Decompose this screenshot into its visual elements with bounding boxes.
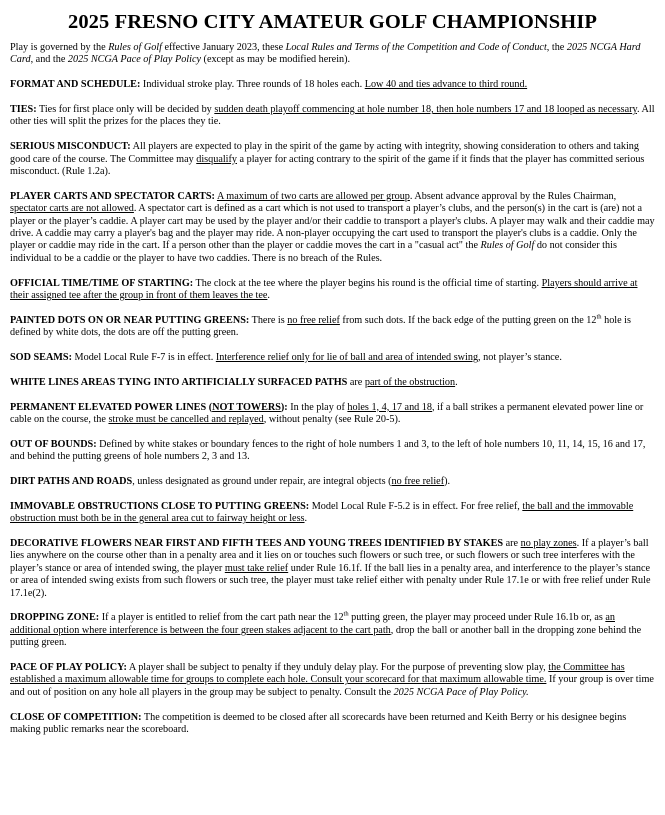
power-lines-section <box>10 402 655 427</box>
section-underline: Players should arrive at their assigned tee after the group in front of them leaves the tee <box>10 277 638 302</box>
section-heading: CLOSE OF COMPETITION: <box>10 711 142 723</box>
heading-part: ): <box>280 401 288 413</box>
format-section <box>10 79 655 91</box>
section-text: . A spectator cart is defined as a cart which is not used to transport a player’s clubs, and the person(s) in the cart is (are) not a player or the player’s caddie. A player cart may be used by the player and/or their caddie to transport a player's clubs. A player may walk and their caddie may drive. A caddie may carry a player's bag and the player may ride. A non-player occupying the cart used to transport the player's clubs is a caddie. Only the player or caddie may ride in the cart. If a person other than the player or caddie moves the cart in a "casual act" the <box>10 203 655 252</box>
section-text: hole is defined by white dots, the dots are off the putting green. <box>10 314 631 339</box>
section-heading: PLAYER CARTS AND SPECTATOR CARTS: <box>10 190 215 202</box>
section-text: . <box>267 290 270 302</box>
carts-section <box>10 191 655 265</box>
dropping-zone-section <box>10 612 655 649</box>
section-text: Individual stroke play. Three rounds of 18 holes each. <box>140 79 365 91</box>
ordinal-suffix: th <box>343 611 349 619</box>
section-heading: PACE OF PLAY POLICY: <box>10 662 127 674</box>
section-text: . <box>455 376 458 388</box>
intro-text: Play is governed by the <box>10 42 109 53</box>
section-underline: sudden death playoff commencing at hole number 18, then hole numbers 17 and 18 looped as necessary <box>214 104 637 115</box>
section-underline: spectator carts are not allowed <box>10 203 134 215</box>
decorative-flowers-section <box>10 538 655 600</box>
section-text: If a player is entitled to relief from the cart path near the 12 <box>99 612 344 624</box>
section-text: a player for acting contrary to the spirit of the game if it finds that the player has committed serious misconduct. (Rule 1.2a). <box>10 153 645 178</box>
section-underline: an additional option where interference is between the four green stakes adjacent to the cart path <box>10 612 615 636</box>
immovable-obstructions-section <box>10 501 655 526</box>
ties-section <box>10 104 655 129</box>
section-text: , if a ball strikes a permanent elevated power line or cable on the course, the <box>10 401 644 426</box>
heading-part: PERMANENT ELEVATED POWER LINES ( <box>10 401 213 413</box>
pace-of-play-section <box>10 662 655 699</box>
section-underline: the ball and the immovable obstruction must both be in the general area cut to fairway height or less <box>10 500 634 525</box>
section-underline: disqualify <box>196 153 237 165</box>
section-text: , not player’s stance. <box>478 352 562 364</box>
section-underline: Interference relief only for lie of ball and area of intended swing <box>215 352 479 364</box>
section-underline: part of the obstruction <box>364 376 456 388</box>
sod-seams-section <box>10 352 655 364</box>
section-heading: TIES: <box>10 104 37 115</box>
intro-italic: 2025 NCGA Hard Card <box>10 42 641 66</box>
intro-text: , the <box>546 42 567 53</box>
section-text: . Absent advance approval by the Rules Chairman, <box>409 190 617 202</box>
dirt-paths-section <box>10 476 655 488</box>
misconduct-section <box>10 141 655 178</box>
section-text: , drop the ball or another ball in the dropping zone behind the putting green. <box>10 624 642 649</box>
intro-italic: 2025 NCGA Pace of Play Policy <box>67 54 201 66</box>
intro-italic: Local Rules and Terms of the Competition and Code of Conduct <box>285 42 547 53</box>
section-text: from such dots. If the back edge of the putting green on the 12 <box>339 314 597 326</box>
section-heading: FORMAT AND SCHEDULE: <box>10 79 141 91</box>
section-underline: stroke must be cancelled and replayed <box>108 414 264 426</box>
section-italic: 2025 NCGA Pace of Play Policy. <box>393 686 529 698</box>
section-text: If your group is over time and out of position on any hole all players in the group may be subject to penalty. Consult the <box>10 674 654 698</box>
section-heading: SOD SEAMS: <box>10 352 72 364</box>
section-text: under Rule 16.1f. If the ball lies in a penalty area, and interference to the player’s stance or area of intended swing exists from such flowers or such tree, the player must take relief either with penalty under Rule 17.1e or with free relief under Rule 17.1e(2). <box>10 562 651 599</box>
intro-italic: Rules of Golf <box>108 42 162 53</box>
document-title: 2025 FRESNO CITY AMATEUR GOLF CHAMPIONSHIP <box>67 11 598 33</box>
section-heading: PAINTED DOTS ON OR NEAR PUTTING GREENS: <box>10 314 250 326</box>
section-text: are <box>347 376 365 388</box>
ordinal-suffix: th <box>596 313 602 321</box>
section-text: The clock at the tee where the player begins his round is the official time of starting. <box>193 277 542 289</box>
section-underline: the Committee has established a maximum allowable time for groups to complete each hole. Consult your scorecard for that maximum allowable time. <box>10 662 625 686</box>
intro-text: , and the <box>30 54 68 66</box>
section-heading: IMMOVABLE OBSTRUCTIONS CLOSE TO PUTTING GREENS: <box>10 500 310 512</box>
painted-dots-section <box>10 315 655 340</box>
section-text: The competition is deemed to be closed after all scorecards have been returned and Keith Berry or his designee begins making public remarks near the scoreboard. <box>10 711 627 736</box>
section-text: . <box>304 513 308 525</box>
intro-paragraph <box>10 42 655 67</box>
intro-text: (except as may be modified herein). <box>201 54 351 66</box>
section-text: In the play of <box>287 401 348 413</box>
section-text: are <box>503 538 521 550</box>
section-underline: no play zones <box>520 538 577 550</box>
section-underline: no free relief <box>391 476 445 488</box>
section-heading: DECORATIVE FLOWERS NEAR FIRST AND FIFTH TEES AND YOUNG TREES IDENTIFIED BY STAKES <box>10 538 504 550</box>
section-text: putting green, the player may proceed under Rule 16.1b or, as <box>348 612 606 624</box>
section-underline: must take relief <box>224 562 289 574</box>
section-text: . All other ties will split the prizes for the places they tie. <box>10 104 655 128</box>
section-text: All players are expected to play in the spirit of the game by acting with integrity, showing consideration to others and taking good care of the course. The Committee may <box>10 141 639 165</box>
section-heading: OFFICIAL TIME/TIME OF STARTING: <box>10 277 194 289</box>
close-of-competition-section <box>10 712 655 737</box>
official-time-section <box>10 278 655 303</box>
section-text: Model Local Rule F-7 is in effect. <box>72 352 216 364</box>
section-heading: DROPPING ZONE: <box>10 612 100 624</box>
section-heading: WHITE LINES AREAS TYING INTO ARTIFICIALLY SURFACED PATHS <box>10 376 348 388</box>
section-heading <box>10 402 288 413</box>
section-text: . If a player’s ball lies anywhere on the course other than in a penalty area and it lies on or touches such flowers or such tree, or such flowers or such tree interferes with the player’s stance or area of intended swing, the player <box>10 538 649 574</box>
heading-underline: NOT TOWERS <box>212 401 281 413</box>
section-underline: Low 40 and ties advance to third round. <box>364 79 528 91</box>
section-heading: OUT OF BOUNDS: <box>10 438 97 450</box>
intro-text: effective January 2023, these <box>161 42 286 53</box>
section-heading: DIRT PATHS AND ROADS <box>10 476 133 488</box>
section-text: Defined by white stakes or boundary fences to the right of hole numbers 1 and 3, to the left of hole numbers 10, 11, 14, 15, 16 and 17, and behind the putting greens of hole numbers 2, 3 and 13. <box>10 438 646 463</box>
section-underline: holes 1, 4, 17 and 18 <box>347 401 432 413</box>
section-italic: Rules of Golf <box>480 240 535 252</box>
section-heading: SERIOUS MISCONDUCT: <box>10 141 131 153</box>
section-text: A player shall be subject to penalty if they unduly delay play. For the purpose of preventing slow play, <box>126 662 549 674</box>
section-text: ). <box>444 476 451 488</box>
white-lines-section <box>10 377 655 389</box>
section-text: There is <box>249 314 288 326</box>
section-underline: no free relief <box>287 314 340 326</box>
section-text: Ties for first place only will be decided by <box>36 104 215 115</box>
section-text: , unless designated as ground under repair, are integral objects ( <box>132 476 392 488</box>
out-of-bounds-section <box>10 439 655 464</box>
section-text: Model Local Rule F-5.2 is in effect. For free relief, <box>309 500 523 512</box>
section-underline: A maximum of two carts are allowed per group <box>216 190 410 202</box>
section-text: do not consider this individual to be a caddie or the player to have two caddies. There is no breach of the Rules. <box>10 240 617 264</box>
section-text: , without penalty (see Rule 20-5). <box>263 414 401 426</box>
